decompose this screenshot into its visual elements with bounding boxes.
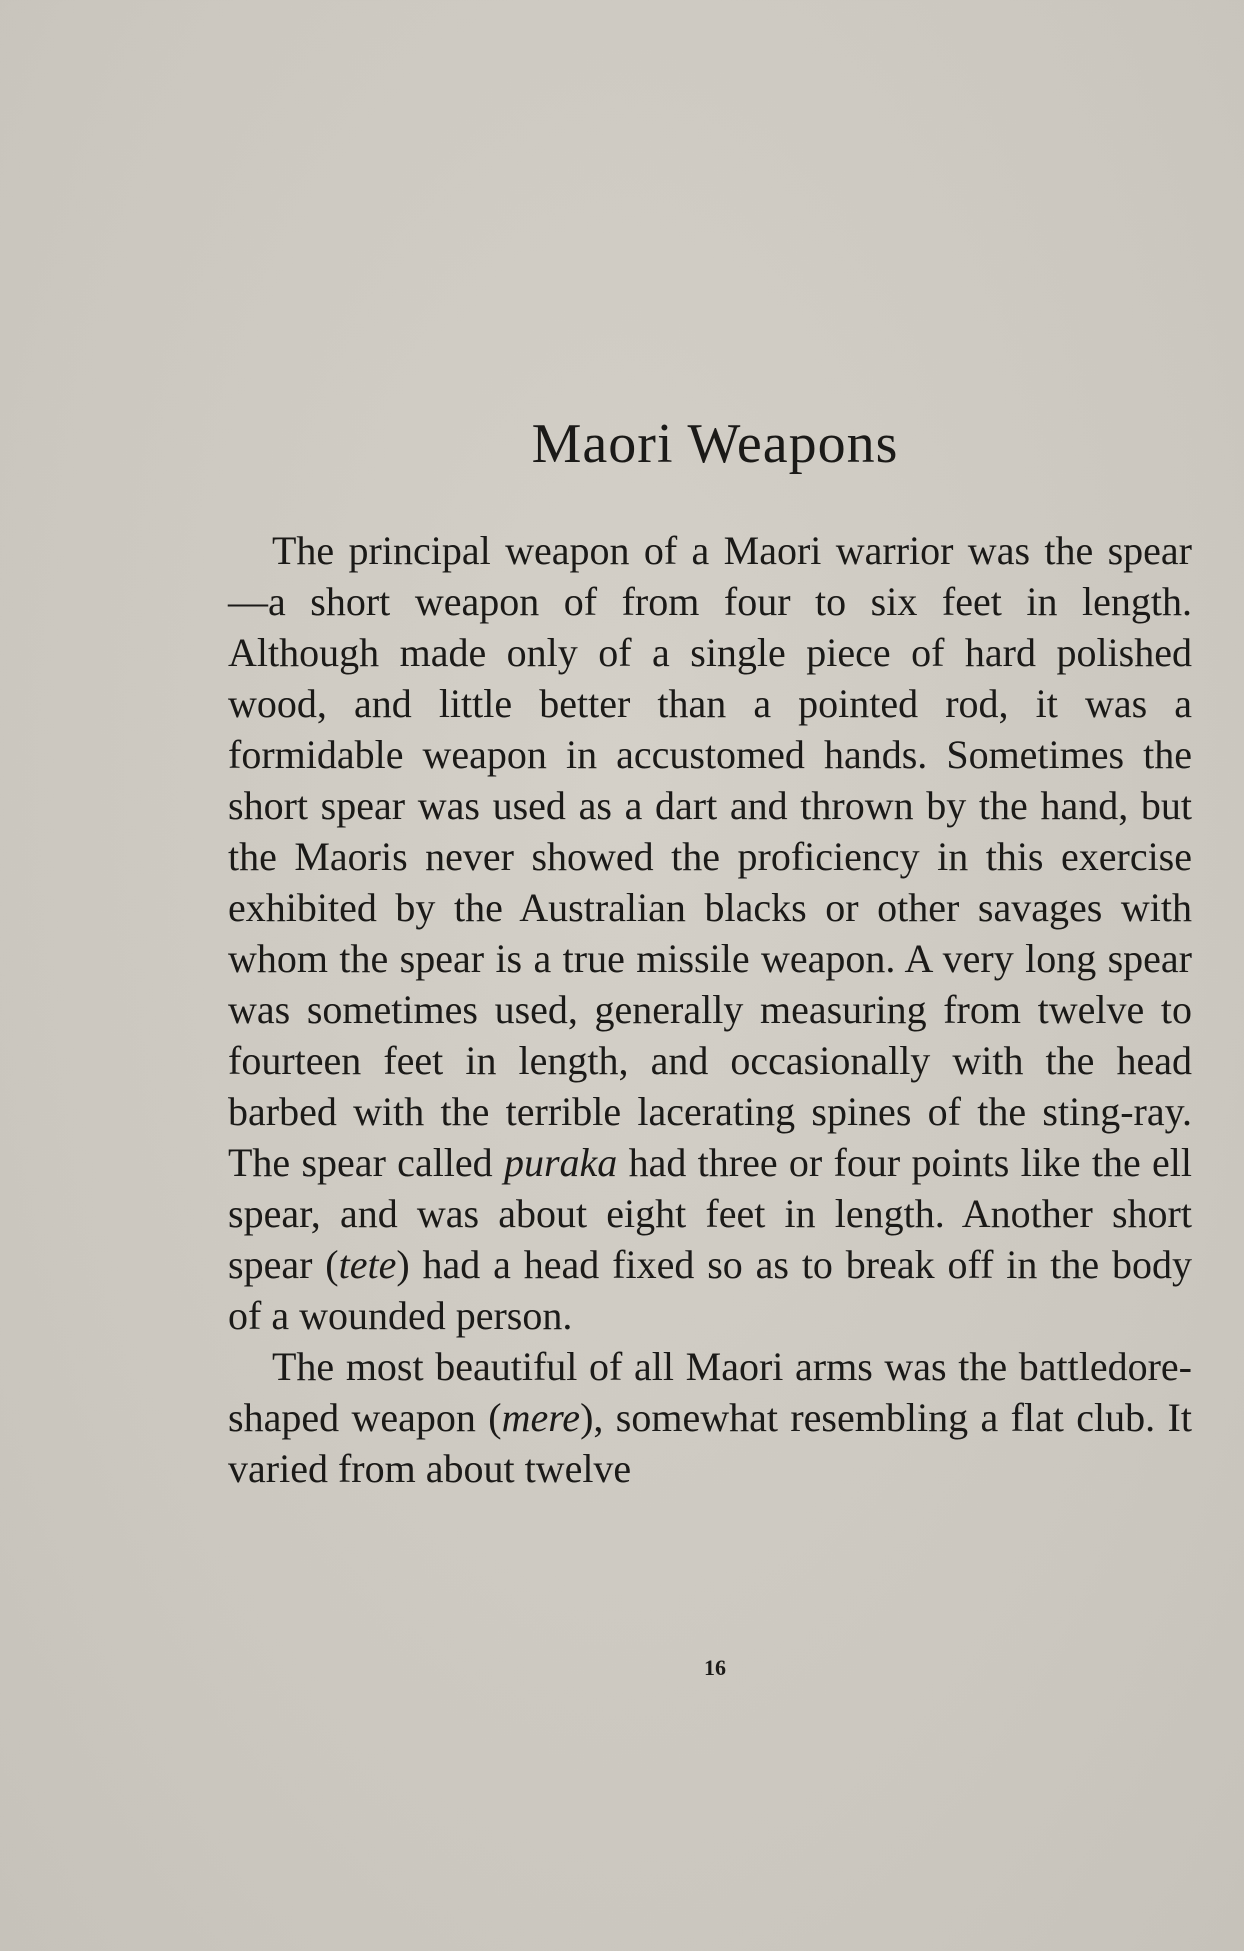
paragraph-1-text-c: ) had a head fixed so as to break off in the body of a wounded person. (228, 1242, 1193, 1338)
body-text (228, 525, 1192, 1494)
paragraph-1 (228, 525, 1192, 1341)
paragraph-2-text-a: The most beautiful of all Maori arms was the battledore-shaped weapon ( (228, 1344, 1192, 1440)
page-title: Maori Weapons (531, 413, 899, 475)
paragraph-2-text-b: ), somewhat resembling a flat club. It varied from about twelve (228, 1395, 1192, 1491)
page-number: 16 (704, 1655, 726, 1680)
italic-term-puraka: puraka (503, 1140, 618, 1185)
italic-term-mere: mere (501, 1395, 581, 1440)
paragraph-1-text-b: had three or four points like the ell spear, and was about eight feet in length. Another short spear ( (228, 1140, 1192, 1287)
paragraph-2 (228, 1341, 1192, 1494)
italic-term-tete: tete (338, 1242, 397, 1287)
paragraph-1-text-a: The principal weapon of a Maori warrior was the spear—a short weapon of from four to six feet in length. Although made only of a single piece of hard polished wood, and little better than a pointed rod, it was a formidable weapon in accustomed hands. Sometimes the short spear was used as a dart and thrown by the hand, but the Maoris never showed the proficiency in this exercise exhibited by the Australian blacks or other savages with whom the spear is a true missile weapon. A very long spear was sometimes used, generally measuring from twelve to fourteen feet in length, and occasionally with the head barbed with the terrible lacerating spines of the sting-ray. The spear called (228, 528, 1192, 1185)
